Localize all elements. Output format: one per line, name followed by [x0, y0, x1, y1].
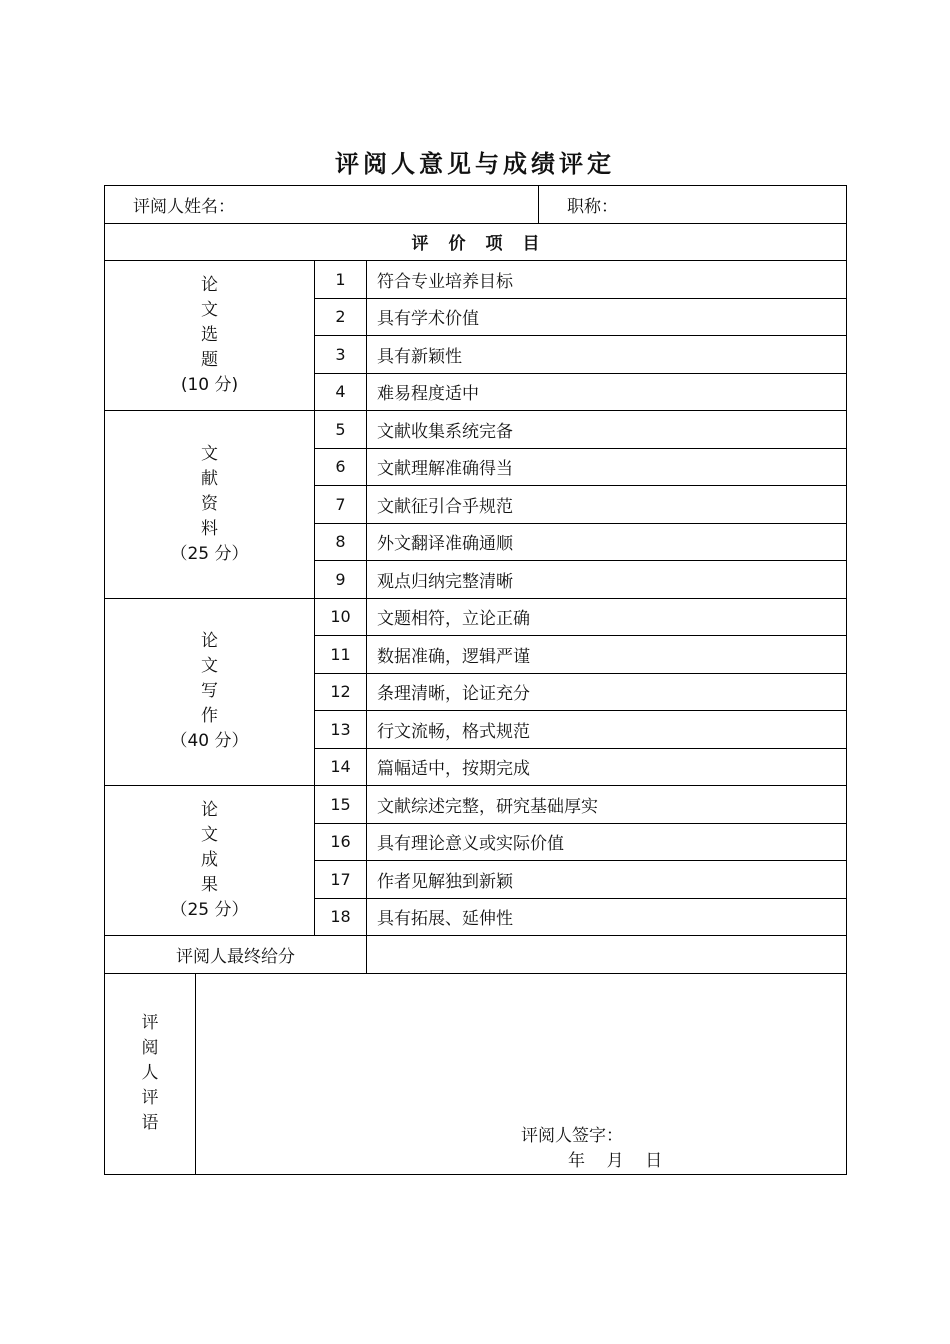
item-number: 9 [315, 561, 367, 599]
item-number: 17 [315, 861, 367, 899]
category-name: 文献资料 [201, 443, 218, 539]
item-number: 10 [315, 598, 367, 636]
item-text: 条理清晰，论证充分 [367, 673, 847, 711]
item-number: 6 [315, 448, 367, 486]
section-header-row [105, 223, 847, 261]
item-text: 作者见解独到新颖 [367, 861, 847, 899]
item-number: 13 [315, 711, 367, 749]
item-text: 行文流畅，格式规范 [367, 711, 847, 749]
reviewer-title-field[interactable] [539, 186, 847, 224]
item-text: 外文翻译准确通顺 [367, 523, 847, 561]
item-number: 3 [315, 336, 367, 374]
date-line: 年 月 日 [568, 1150, 663, 1171]
item-text: 文献综述完整，研究基础厚实 [367, 786, 847, 824]
item-text: 篇幅适中，按期完成 [367, 748, 847, 786]
comments-field[interactable] [196, 973, 847, 1174]
final-score-label: 评阅人最终给分 [105, 936, 367, 974]
item-number: 15 [315, 786, 367, 824]
item-text: 文献理解准确得当 [367, 448, 847, 486]
item-number: 7 [315, 486, 367, 524]
evaluation-form [104, 185, 847, 1175]
reviewer-title-label: 职称： [567, 196, 618, 217]
category-cell [105, 411, 315, 599]
item-number: 2 [315, 298, 367, 336]
item-text: 数据准确，逻辑严谨 [367, 636, 847, 674]
item-text: 难易程度适中 [367, 373, 847, 411]
item-number: 8 [315, 523, 367, 561]
item-number: 11 [315, 636, 367, 674]
category-score: (10 分) [180, 375, 239, 395]
item-number: 14 [315, 748, 367, 786]
category-score: （25 分） [170, 900, 249, 920]
item-text: 观点归纳完整清晰 [367, 561, 847, 599]
item-number: 4 [315, 373, 367, 411]
category-score: （25 分） [170, 543, 249, 564]
item-number: 5 [315, 411, 367, 449]
item-text: 具有学术价值 [367, 298, 847, 336]
category-cell [105, 786, 315, 936]
reviewer-name-field[interactable] [105, 186, 539, 224]
category-name: 论文成果 [201, 800, 218, 895]
item-text: 具有拓展、延伸性 [367, 898, 847, 936]
reviewer-info-row [105, 186, 847, 224]
item-text: 具有新颖性 [367, 336, 847, 374]
section-header: 评价项目 [105, 223, 847, 261]
category-cell [105, 261, 315, 411]
final-score-row [105, 936, 847, 974]
comments-label-cell [105, 973, 196, 1174]
item-number: 18 [315, 898, 367, 936]
comments-row [105, 973, 847, 1174]
page-title: 评阅人意见与成绩评定 [335, 149, 615, 178]
criteria-row [105, 786, 847, 824]
comments-label: 评阅人评语 [141, 1013, 159, 1133]
criteria-row [105, 411, 847, 449]
item-text: 文献收集系统完备 [367, 411, 847, 449]
item-text: 符合专业培养目标 [367, 261, 847, 299]
criteria-row [105, 598, 847, 636]
item-number: 16 [315, 823, 367, 861]
item-number: 12 [315, 673, 367, 711]
signature-label: 评阅人签字： [521, 1125, 623, 1146]
category-cell [105, 598, 315, 786]
criteria-row [105, 261, 847, 299]
category-score: （40 分） [170, 731, 249, 752]
category-name: 论文选题 [201, 275, 218, 370]
reviewer-name-label: 评阅人姓名： [133, 196, 235, 217]
item-text: 文献征引合乎规范 [367, 486, 847, 524]
category-name: 论文写作 [201, 631, 218, 727]
item-number: 1 [315, 261, 367, 299]
final-score-field[interactable] [367, 936, 847, 974]
item-text: 具有理论意义或实际价值 [367, 823, 847, 861]
item-text: 文题相符，立论正确 [367, 598, 847, 636]
